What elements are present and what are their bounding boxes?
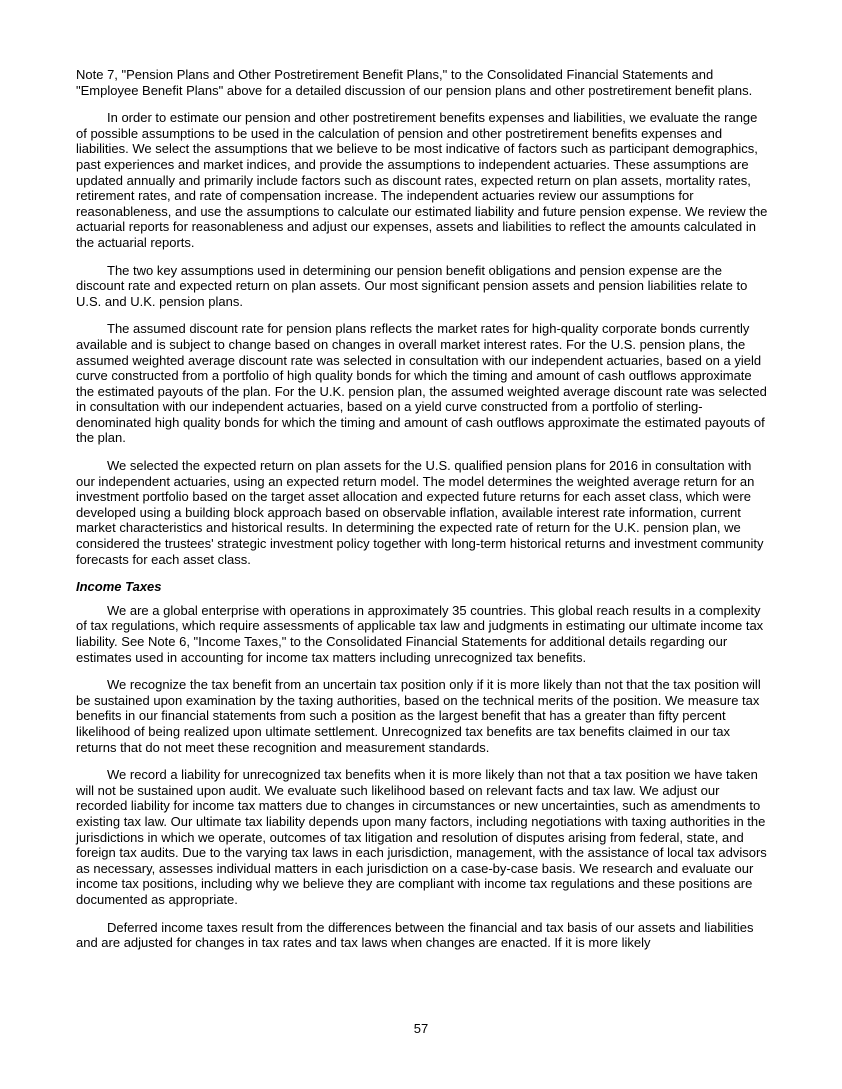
paragraph-deferred-income-taxes: Deferred income taxes result from the differences between the financial and tax basis of our assets and liabilities and are adjusted for changes in tax rates and tax laws when changes are enacted. If it is more likely: [76, 919, 754, 951]
page-number: 57: [413, 1021, 429, 1036]
paragraph-tax-benefit-recognition: We recognize the tax benefit from an uncertain tax position only if it is more likely than not that the tax position will be sustained upon examination by the taxing authorities, based on the technical merits of the position. We measure tax benefits in our financial statements from such a position as the largest benefit that has a greater than fifty percent likelihood of being realized upon ultimate settlement. Unrecognized tax benefits are tax benefits claimed in our tax returns that do not meet these recognition and measurement standards.: [76, 677, 761, 755]
paragraph-global-enterprise: We are a global enterprise with operations in approximately 35 countries. This global reach results in a complexity of tax regulations, which require assessments of applicable tax law and judgments in estimating our ultimate income tax liability. See Note 6, "Income Taxes," to the Consolidated Financial Statements for additional details regarding our estimates used in accounting for income tax matters including unrecognized tax benefits.: [76, 602, 764, 665]
paragraph-note-7-reference: Note 7, "Pension Plans and Other Postretirement Benefit Plans," to the Consolidated Financial Statements and "Employee Benefit Plans" above for a detailed discussion of our pension plans and other postretirement benefit plans.: [76, 67, 753, 98]
paragraph-discount-rate: The assumed discount rate for pension plans reflects the market rates for high-quality corporate bonds currently available and is subject to change based on changes in overall market interest rates. For the U.S. pension plans, the assumed weighted average discount rate was selected in consultation with our independent actuaries, based on a yield curve constructed from a portfolio of high quality bonds for which the timing and amount of cash outflows approximate the estimated payouts of the plan. For the U.K. pension plan, the assumed weighted average discount rate was selected in consultation with our independent actuaries, based on a yield curve constructed from a portfolio of sterling-denominated high quality bonds for which the timing and amount of cash outflows approximate the estimated payouts of the plan.: [76, 321, 767, 446]
paragraph-expected-return: We selected the expected return on plan assets for the U.S. qualified pension plans for 2016 in consultation with our independent actuaries, using an expected return model. The model determines the weighted average return for an investment portfolio based on the target asset allocation and expected future returns for each asset class, which were developed using a building block approach based on observable inflation, available interest rate information, current market characteristics and historical results. In determining the expected rate of return for the U.K. pension plan, we considered the trustees' strategic investment policy together with long-term historical returns and investment community forecasts for each asset class.: [76, 458, 764, 567]
paragraph-assumptions-evaluation: In order to estimate our pension and other postretirement benefits expenses and liabilities, we evaluate the range of possible assumptions to be used in the calculation of pension and other postretirement benefits expenses and liabilities. We select the assumptions that we believe to be most indicative of factors such as participant demographics, past experiences and market indices, and provide the assumptions to independent actuaries. These assumptions are updated annually and primarily include factors such as discount rates, expected return on plan assets, mortality rates, retirement rates, and rate of compensation increase. The independent actuaries review our assumptions for reasonableness, and use the assumptions to calculate our estimated liability and future pension expense. We review the actuarial reports for reasonableness and adjust our expenses, assets and liabilities to reflect the amounts calculated in the actuarial reports.: [76, 110, 768, 250]
document-page: [76, 67, 768, 963]
section-heading-income-taxes: Income Taxes: [76, 579, 162, 595]
paragraph-unrecognized-tax-liability: We record a liability for unrecognized tax benefits when it is more likely than not that a tax position we have taken will not be sustained upon audit. We evaluate such likelihood based on relevant facts and tax law. We adjust our recorded liability for income tax matters due to changes in circumstances or new uncertainties, such as amendments to existing tax law. Our ultimate tax liability depends upon many factors, including negotiations with taxing authorities in the jurisdictions in which we operate, outcomes of tax litigation and resolution of disputes arising from federal, state, and foreign tax audits. Due to the varying tax laws in each jurisdiction, management, with the assistance of local tax advisors as necessary, assesses individual matters in each jurisdiction on a case-by-case basis. We research and evaluate our income tax positions, including why we believe they are compliant with income tax regulations and these positions are documented as appropriate.: [76, 767, 767, 907]
paragraph-key-assumptions: The two key assumptions used in determining our pension benefit obligations and pension expense are the discount rate and expected return on plan assets. Our most significant pension assets and pension liabilities relate to U.S. and U.K. pension plans.: [76, 262, 748, 309]
